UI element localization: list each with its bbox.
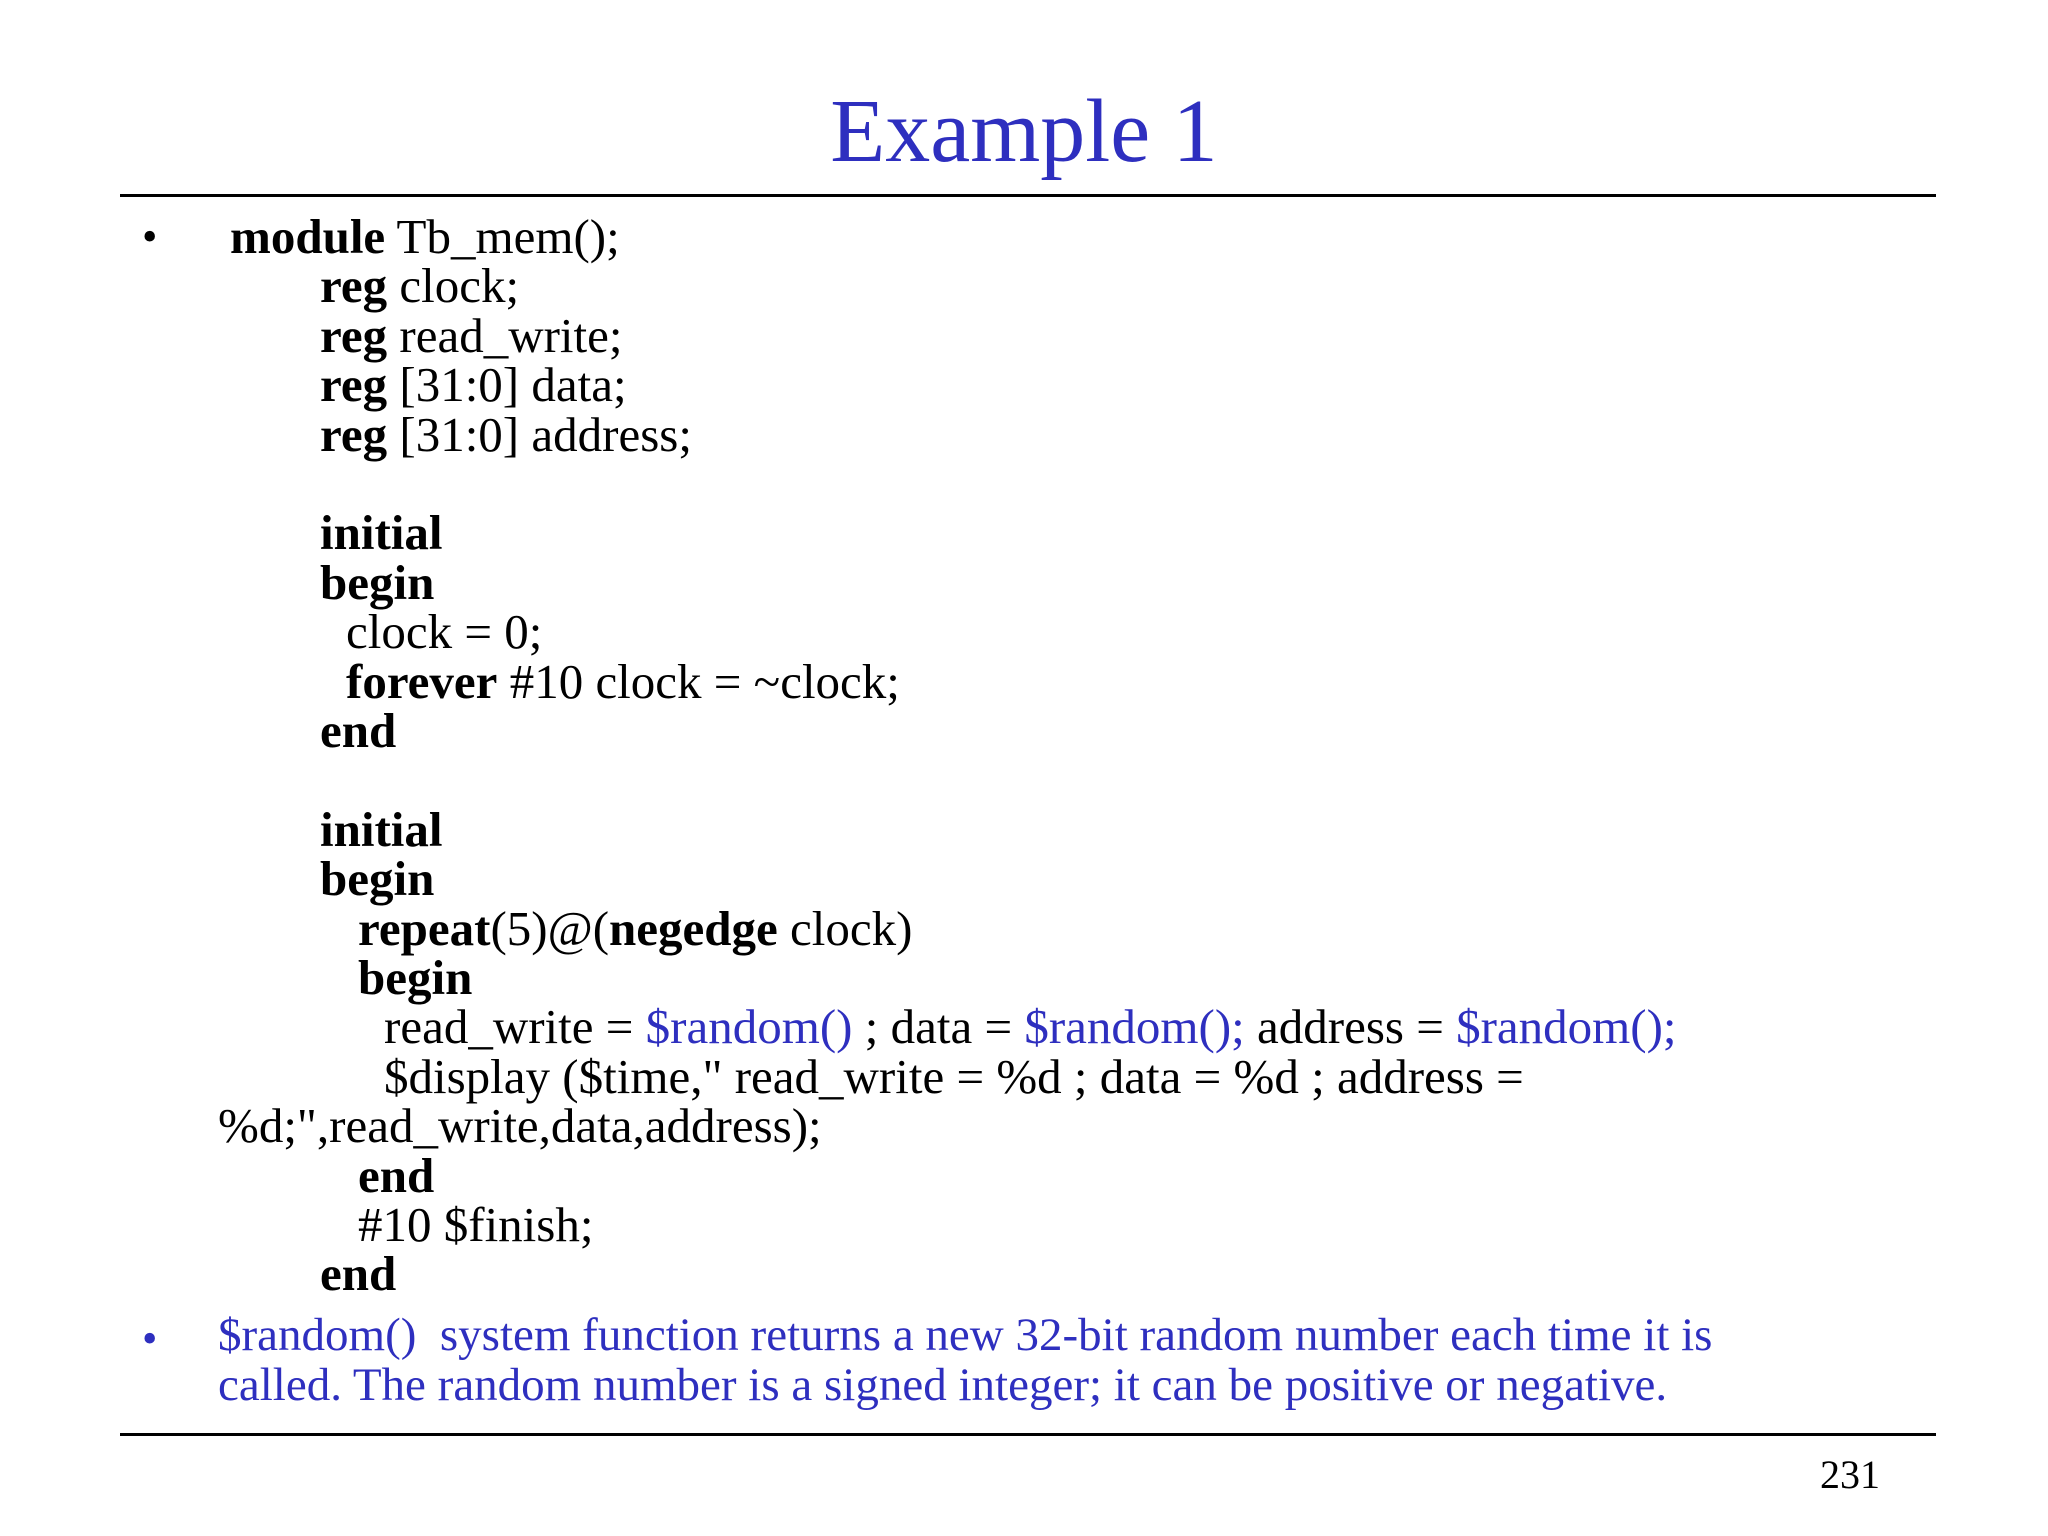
keyword: end [358, 1147, 435, 1203]
keyword: forever [346, 653, 498, 709]
code-text: [31:0] address; [387, 406, 692, 462]
code-line-6 [320, 505, 443, 561]
random-call: $random(); [1456, 999, 1677, 1055]
keyword: initial [320, 801, 443, 857]
code-line-10 [320, 703, 397, 758]
code-block [0, 209, 2048, 1398]
code-line-18 [358, 1147, 435, 1203]
code-line-3 [320, 307, 623, 363]
code-line-14 [358, 950, 473, 1005]
note-line-2: called. The random number is a signed integer; it can be positive or negative. [218, 1359, 1668, 1411]
keyword: end [320, 703, 397, 758]
code-text: address = [1244, 999, 1457, 1055]
keyword: begin [358, 950, 473, 1005]
code-line-9 [346, 653, 900, 709]
code-line-2 [320, 258, 520, 314]
code-line-13 [358, 900, 913, 956]
code-text: read_write; [387, 307, 623, 363]
code-line-17 [218, 1098, 822, 1154]
keyword: begin [320, 554, 435, 610]
bullet-1: • [142, 212, 158, 261]
code-text: [31:0] data; [387, 357, 627, 413]
keyword: negedge [609, 900, 778, 956]
random-call: $random(); [1024, 999, 1245, 1055]
code-text: #10 clock = ~clock; [497, 653, 900, 709]
note-line-1: $random() system function returns a new 32-bit random number each time it is [218, 1309, 1713, 1361]
page-number: 231 [1820, 1452, 1880, 1497]
keyword: reg [320, 258, 388, 314]
keyword: end [320, 1246, 397, 1302]
code-text: (5)@( [490, 900, 610, 956]
bottom-divider [120, 1433, 1936, 1436]
code-line-4 [320, 357, 627, 413]
code-text: clock) [777, 900, 913, 956]
code-text: #10 $finish; [358, 1197, 594, 1252]
code-line-5 [320, 406, 692, 462]
keyword: begin [320, 851, 435, 907]
code-line-1 [230, 209, 620, 264]
top-divider [120, 194, 1936, 197]
keyword: module [230, 209, 386, 264]
bullet-2: • [142, 1314, 158, 1363]
keyword: reg [320, 406, 388, 462]
code-text: $display ($time," read_write = %d ; data = %d ; address = [384, 1048, 1524, 1104]
code-line-15 [384, 999, 1677, 1055]
slide-title: Example 1 [830, 82, 1218, 181]
keyword: initial [320, 505, 443, 561]
code-text: clock = 0; [346, 604, 543, 660]
code-line-11 [320, 801, 443, 857]
code-line-12 [320, 851, 435, 907]
keyword: reg [320, 357, 388, 413]
code-line-8 [346, 604, 543, 660]
code-line-20 [320, 1246, 397, 1302]
random-call: $random() [645, 999, 853, 1055]
code-text: read_write = [384, 999, 646, 1055]
keyword: reg [320, 307, 388, 363]
code-line-16 [384, 1048, 1524, 1104]
code-text: ; data = [852, 999, 1025, 1055]
code-line-19 [358, 1197, 594, 1252]
keyword: repeat [358, 900, 491, 956]
code-line-7 [320, 554, 435, 610]
code-text: Tb_mem(); [385, 209, 620, 264]
random-note [218, 1310, 1712, 1410]
code-text: %d;",read_write,data,address); [218, 1098, 822, 1154]
code-text: clock; [387, 258, 520, 314]
